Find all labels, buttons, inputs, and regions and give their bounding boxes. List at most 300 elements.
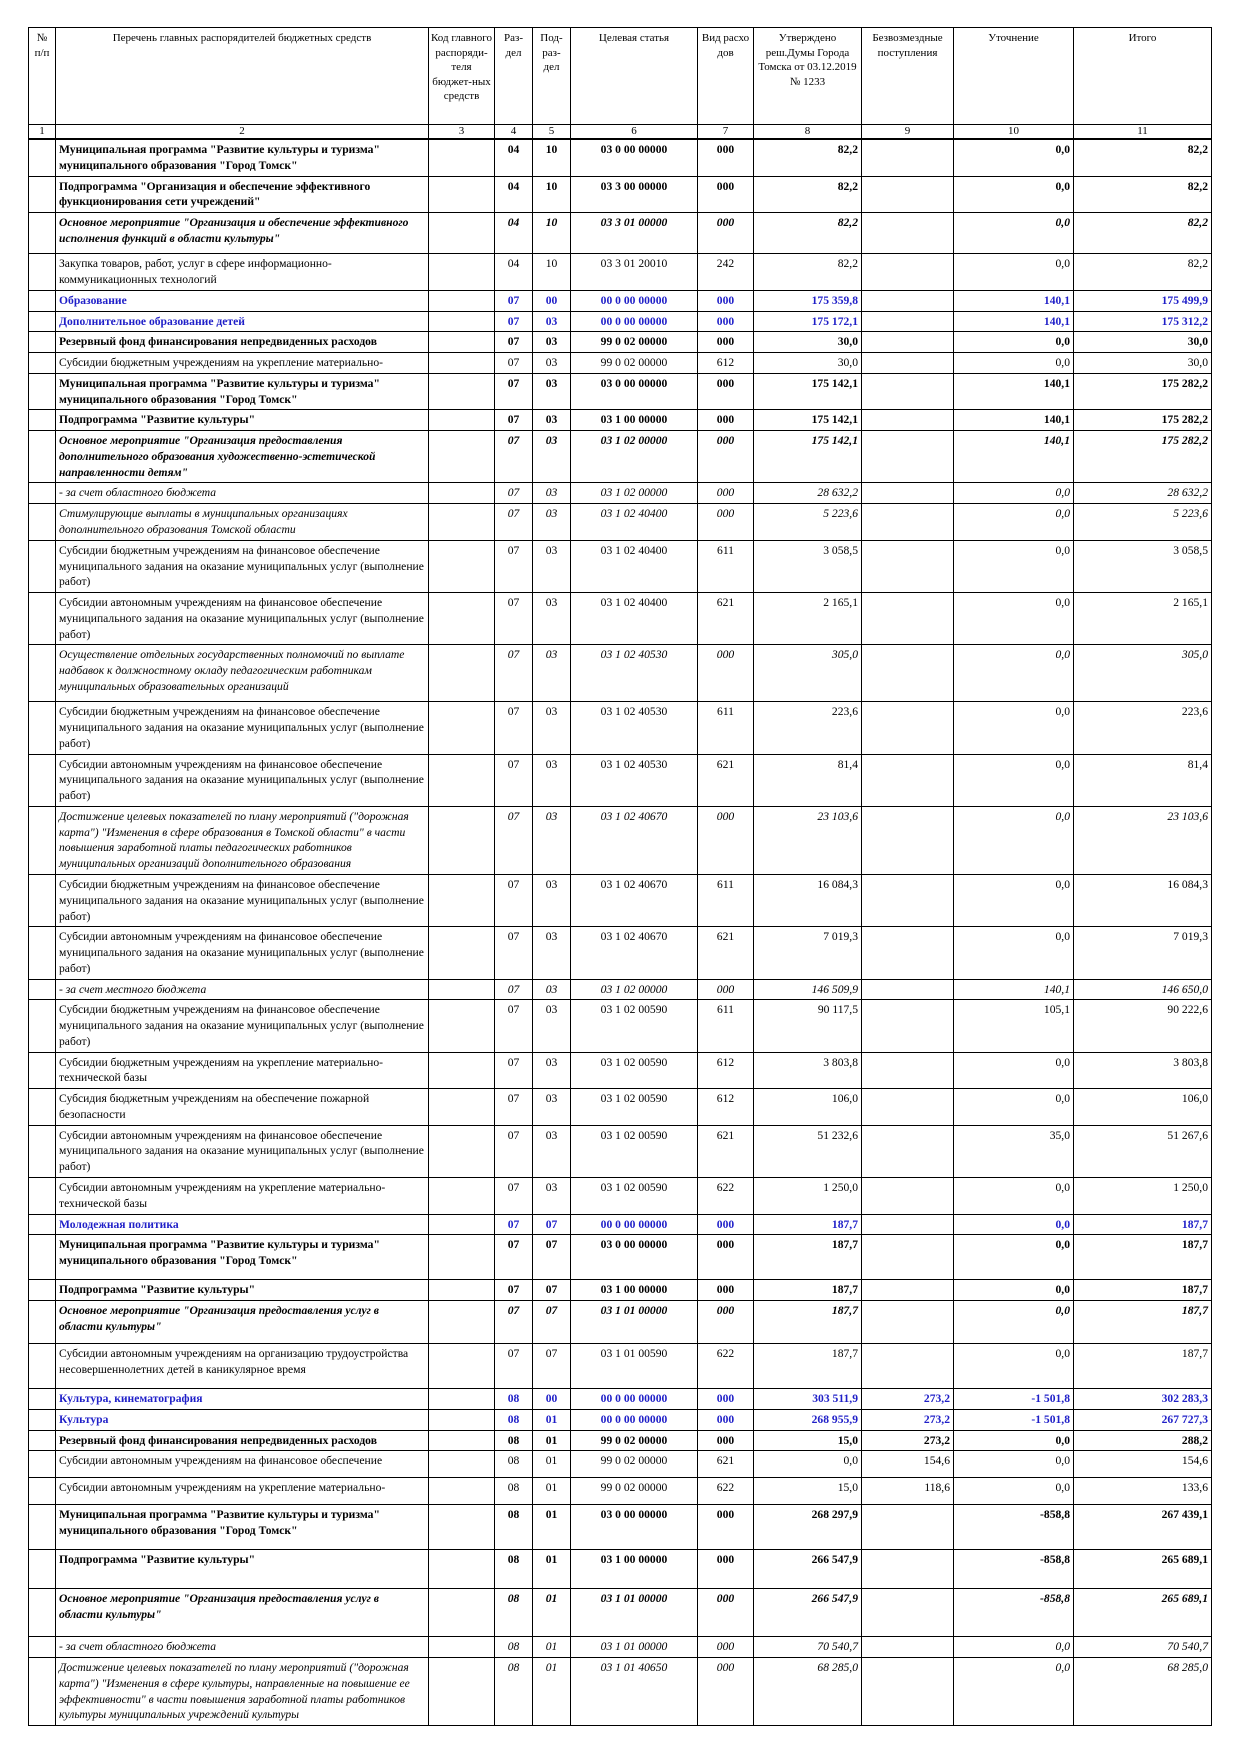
row-admin-code-cell — [429, 504, 495, 541]
row-target-item-cell: 00 0 00 00000 — [571, 1409, 698, 1430]
row-approved-cell: 187,7 — [754, 1301, 862, 1344]
row-grants-cell — [862, 1125, 954, 1177]
row-admin-code-cell — [429, 1409, 495, 1430]
row-approved-cell: 68 285,0 — [754, 1658, 862, 1726]
row-subsection-cell: 01 — [533, 1451, 571, 1478]
row-adjustment-cell: 140,1 — [954, 373, 1074, 410]
row-grants-cell — [862, 373, 954, 410]
row-approved-cell: 15,0 — [754, 1478, 862, 1505]
row-adjustment-cell: 0,0 — [954, 1637, 1074, 1658]
row-name-cell: Резервный фонд финансирования непредвиденных расходов — [56, 1430, 429, 1451]
table-row — [29, 1658, 1212, 1726]
row-subsection-cell: 01 — [533, 1409, 571, 1430]
row-subsection-cell: 03 — [533, 645, 571, 702]
row-adjustment-cell: 140,1 — [954, 311, 1074, 332]
row-total-cell: 187,7 — [1074, 1235, 1212, 1280]
row-expense-type-cell: 000 — [698, 373, 754, 410]
row-admin-code-cell — [429, 1125, 495, 1177]
row-target-item-cell: 03 1 02 40400 — [571, 504, 698, 541]
table-row — [29, 1409, 1212, 1430]
row-admin-code-cell — [429, 213, 495, 254]
row-expense-type-cell: 621 — [698, 1125, 754, 1177]
row-number-cell — [29, 1235, 56, 1280]
row-approved-cell: 175 142,1 — [754, 373, 862, 410]
row-total-cell: 82,2 — [1074, 254, 1212, 291]
header-section: Раз-дел — [495, 28, 533, 125]
row-grants-cell — [862, 1052, 954, 1089]
row-subsection-cell: 01 — [533, 1430, 571, 1451]
row-grants-cell — [862, 353, 954, 374]
row-approved-cell: 175 172,1 — [754, 311, 862, 332]
row-subsection-cell: 10 — [533, 213, 571, 254]
row-number-cell — [29, 1409, 56, 1430]
row-subsection-cell: 00 — [533, 1389, 571, 1410]
row-grants-cell — [862, 1280, 954, 1301]
row-grants-cell — [862, 927, 954, 979]
row-section-cell: 07 — [495, 1301, 533, 1344]
row-approved-cell: 2 165,1 — [754, 593, 862, 645]
row-total-cell: 302 283,3 — [1074, 1389, 1212, 1410]
row-target-item-cell: 03 3 01 20010 — [571, 254, 698, 291]
row-target-item-cell: 03 1 02 40530 — [571, 754, 698, 806]
row-target-item-cell: 03 3 00 00000 — [571, 176, 698, 213]
row-target-item-cell: 00 0 00 00000 — [571, 290, 698, 311]
row-subsection-cell: 07 — [533, 1280, 571, 1301]
row-admin-code-cell — [429, 1430, 495, 1451]
row-name-cell: Подпрограмма "Развитие культуры" — [56, 1280, 429, 1301]
table-row — [29, 1280, 1212, 1301]
row-expense-type-cell: 000 — [698, 504, 754, 541]
row-expense-type-cell: 000 — [698, 483, 754, 504]
row-grants-cell: 154,6 — [862, 1451, 954, 1478]
row-target-item-cell: 03 1 02 00590 — [571, 1178, 698, 1215]
row-grants-cell — [862, 1550, 954, 1589]
row-target-item-cell: 99 0 02 00000 — [571, 1478, 698, 1505]
row-name-cell: Муниципальная программа "Развитие культуры и туризма" муниципального образования "Город Томск" — [56, 1505, 429, 1550]
row-total-cell: 82,2 — [1074, 213, 1212, 254]
row-admin-code-cell — [429, 702, 495, 754]
row-adjustment-cell: 140,1 — [954, 979, 1074, 1000]
row-admin-code-cell — [429, 540, 495, 592]
table-row — [29, 645, 1212, 702]
row-total-cell: 265 689,1 — [1074, 1550, 1212, 1589]
row-admin-code-cell — [429, 311, 495, 332]
row-target-item-cell: 03 1 02 40400 — [571, 540, 698, 592]
row-section-cell: 07 — [495, 1235, 533, 1280]
row-name-cell: Подпрограмма "Развитие культуры" — [56, 1550, 429, 1589]
table-row — [29, 1089, 1212, 1126]
row-section-cell: 07 — [495, 702, 533, 754]
row-section-cell: 07 — [495, 593, 533, 645]
row-name-cell: - за счет местного бюджета — [56, 979, 429, 1000]
row-total-cell: 23 103,6 — [1074, 806, 1212, 874]
row-subsection-cell: 07 — [533, 1301, 571, 1344]
row-target-item-cell: 03 1 00 00000 — [571, 1280, 698, 1301]
row-name-cell: Достижение целевых показателей по плану мероприятий ("дорожная карта") "Изменения в сфере культуры, направленные на повышение ее эффективности" в части повышения заработной платы работников культуры муниципальных учреждений культуры — [56, 1658, 429, 1726]
row-subsection-cell: 00 — [533, 290, 571, 311]
row-grants-cell — [862, 1178, 954, 1215]
row-target-item-cell: 03 1 02 00590 — [571, 1125, 698, 1177]
row-total-cell: 146 650,0 — [1074, 979, 1212, 1000]
row-adjustment-cell: 0,0 — [954, 1178, 1074, 1215]
row-expense-type-cell: 612 — [698, 353, 754, 374]
table-header — [29, 28, 1212, 140]
row-grants-cell — [862, 1589, 954, 1637]
row-total-cell: 223,6 — [1074, 702, 1212, 754]
row-target-item-cell: 03 1 02 00000 — [571, 431, 698, 483]
row-section-cell: 07 — [495, 1214, 533, 1235]
row-admin-code-cell — [429, 353, 495, 374]
row-subsection-cell: 10 — [533, 139, 571, 176]
row-approved-cell: 90 117,5 — [754, 1000, 862, 1052]
row-subsection-cell: 03 — [533, 702, 571, 754]
row-target-item-cell: 03 0 00 00000 — [571, 139, 698, 176]
row-adjustment-cell: 0,0 — [954, 332, 1074, 353]
row-admin-code-cell — [429, 139, 495, 176]
row-expense-type-cell: 611 — [698, 874, 754, 926]
row-adjustment-cell: 140,1 — [954, 410, 1074, 431]
column-number: 3 — [429, 125, 495, 140]
row-target-item-cell: 99 0 02 00000 — [571, 1430, 698, 1451]
row-target-item-cell: 03 1 01 00000 — [571, 1589, 698, 1637]
header-grants: Безвозмездные поступления — [862, 28, 954, 125]
row-subsection-cell: 03 — [533, 332, 571, 353]
row-admin-code-cell — [429, 1344, 495, 1389]
row-adjustment-cell: 0,0 — [954, 176, 1074, 213]
row-subsection-cell: 07 — [533, 1235, 571, 1280]
row-total-cell: 305,0 — [1074, 645, 1212, 702]
row-number-cell — [29, 702, 56, 754]
row-total-cell: 28 632,2 — [1074, 483, 1212, 504]
row-target-item-cell: 03 1 00 00000 — [571, 1550, 698, 1589]
row-section-cell: 07 — [495, 410, 533, 431]
row-target-item-cell: 03 1 02 00590 — [571, 1000, 698, 1052]
row-grants-cell — [862, 1000, 954, 1052]
row-number-cell — [29, 1637, 56, 1658]
row-expense-type-cell: 000 — [698, 139, 754, 176]
row-approved-cell: 3 803,8 — [754, 1052, 862, 1089]
row-number-cell — [29, 213, 56, 254]
row-expense-type-cell: 000 — [698, 1637, 754, 1658]
table-row — [29, 1478, 1212, 1505]
row-total-cell: 1 250,0 — [1074, 1178, 1212, 1215]
row-admin-code-cell — [429, 1658, 495, 1726]
table-row — [29, 483, 1212, 504]
row-number-cell — [29, 1478, 56, 1505]
row-approved-cell: 146 509,9 — [754, 979, 862, 1000]
row-subsection-cell: 03 — [533, 874, 571, 926]
row-total-cell: 187,7 — [1074, 1301, 1212, 1344]
row-admin-code-cell — [429, 1550, 495, 1589]
row-expense-type-cell: 000 — [698, 1280, 754, 1301]
row-grants-cell — [862, 806, 954, 874]
row-total-cell: 187,7 — [1074, 1344, 1212, 1389]
row-total-cell: 2 165,1 — [1074, 593, 1212, 645]
row-adjustment-cell: 0,0 — [954, 1089, 1074, 1126]
row-subsection-cell: 03 — [533, 540, 571, 592]
row-subsection-cell: 03 — [533, 373, 571, 410]
row-section-cell: 04 — [495, 254, 533, 291]
row-name-cell: Субсидии бюджетным учреждениям на финансовое обеспечение муниципального задания на оказание муниципальных услуг (выполнение работ) — [56, 1000, 429, 1052]
row-name-cell: Основное мероприятие "Организация предоставления дополнительного образования художественно-эстетической направленности детям" — [56, 431, 429, 483]
row-section-cell: 08 — [495, 1389, 533, 1410]
row-subsection-cell: 01 — [533, 1637, 571, 1658]
column-number: 7 — [698, 125, 754, 140]
row-adjustment-cell: 0,0 — [954, 483, 1074, 504]
row-total-cell: 70 540,7 — [1074, 1637, 1212, 1658]
row-total-cell: 106,0 — [1074, 1089, 1212, 1126]
row-name-cell: Культура — [56, 1409, 429, 1430]
row-grants-cell — [862, 311, 954, 332]
row-approved-cell: 70 540,7 — [754, 1637, 862, 1658]
row-target-item-cell: 03 1 01 00000 — [571, 1301, 698, 1344]
table-row — [29, 1052, 1212, 1089]
row-adjustment-cell: 0,0 — [954, 1235, 1074, 1280]
row-section-cell: 07 — [495, 431, 533, 483]
row-section-cell: 07 — [495, 927, 533, 979]
row-section-cell: 04 — [495, 176, 533, 213]
row-target-item-cell: 03 0 00 00000 — [571, 1235, 698, 1280]
row-target-item-cell: 03 1 02 40670 — [571, 806, 698, 874]
row-expense-type-cell: 621 — [698, 593, 754, 645]
row-section-cell: 07 — [495, 1125, 533, 1177]
row-admin-code-cell — [429, 431, 495, 483]
budget-table — [28, 27, 1212, 1726]
row-subsection-cell: 03 — [533, 1089, 571, 1126]
row-number-cell — [29, 1089, 56, 1126]
row-admin-code-cell — [429, 1389, 495, 1410]
row-approved-cell: 175 359,8 — [754, 290, 862, 311]
row-adjustment-cell: 0,0 — [954, 213, 1074, 254]
row-adjustment-cell: 0,0 — [954, 1214, 1074, 1235]
row-total-cell: 30,0 — [1074, 332, 1212, 353]
row-section-cell: 08 — [495, 1505, 533, 1550]
row-total-cell: 16 084,3 — [1074, 874, 1212, 926]
row-name-cell: Субсидия бюджетным учреждениям на обеспечение пожарной безопасности — [56, 1089, 429, 1126]
column-number: 6 — [571, 125, 698, 140]
table-row — [29, 139, 1212, 176]
row-section-cell: 07 — [495, 311, 533, 332]
row-target-item-cell: 00 0 00 00000 — [571, 311, 698, 332]
row-adjustment-cell: -858,8 — [954, 1505, 1074, 1550]
row-subsection-cell: 01 — [533, 1478, 571, 1505]
row-approved-cell: 15,0 — [754, 1430, 862, 1451]
table-row — [29, 1301, 1212, 1344]
row-admin-code-cell — [429, 483, 495, 504]
row-name-cell: Закупка товаров, работ, услуг в сфере информационно-коммуникационных технологий — [56, 254, 429, 291]
row-target-item-cell: 03 1 01 00000 — [571, 1637, 698, 1658]
row-admin-code-cell — [429, 1052, 495, 1089]
row-total-cell: 68 285,0 — [1074, 1658, 1212, 1726]
row-grants-cell — [862, 483, 954, 504]
row-number-cell — [29, 290, 56, 311]
row-total-cell: 3 058,5 — [1074, 540, 1212, 592]
row-name-cell: - за счет областного бюджета — [56, 483, 429, 504]
row-name-cell: Образование — [56, 290, 429, 311]
row-number-cell — [29, 332, 56, 353]
row-name-cell: Резервный фонд финансирования непредвиденных расходов — [56, 332, 429, 353]
row-expense-type-cell: 612 — [698, 1089, 754, 1126]
row-number-cell — [29, 1000, 56, 1052]
row-name-cell: Муниципальная программа "Развитие культуры и туризма" муниципального образования "Город Томск" — [56, 1235, 429, 1280]
row-subsection-cell: 03 — [533, 1125, 571, 1177]
row-section-cell: 07 — [495, 540, 533, 592]
row-section-cell: 08 — [495, 1409, 533, 1430]
row-name-cell: Осуществление отдельных государственных полномочий по выплате надбавок к должностному окладу педагогическим работникам муниципальных образовательных организаций — [56, 645, 429, 702]
row-admin-code-cell — [429, 593, 495, 645]
table-row — [29, 1214, 1212, 1235]
row-section-cell: 07 — [495, 645, 533, 702]
table-body — [29, 139, 1212, 1726]
row-section-cell: 08 — [495, 1451, 533, 1478]
row-section-cell: 07 — [495, 754, 533, 806]
row-target-item-cell: 03 1 02 40530 — [571, 645, 698, 702]
table-row — [29, 1430, 1212, 1451]
row-target-item-cell: 03 1 01 00590 — [571, 1344, 698, 1389]
row-expense-type-cell: 622 — [698, 1344, 754, 1389]
row-adjustment-cell: 0,0 — [954, 1430, 1074, 1451]
row-subsection-cell: 03 — [533, 483, 571, 504]
table-row — [29, 213, 1212, 254]
row-approved-cell: 187,7 — [754, 1280, 862, 1301]
row-number-cell — [29, 483, 56, 504]
table-row — [29, 1235, 1212, 1280]
row-approved-cell: 82,2 — [754, 213, 862, 254]
row-number-cell — [29, 1214, 56, 1235]
row-approved-cell: 187,7 — [754, 1214, 862, 1235]
row-admin-code-cell — [429, 874, 495, 926]
row-total-cell: 30,0 — [1074, 353, 1212, 374]
column-number: 1 — [29, 125, 56, 140]
row-adjustment-cell: 0,0 — [954, 874, 1074, 926]
row-name-cell: Достижение целевых показателей по плану мероприятий ("дорожная карта") "Изменения в сфере образования в Томской области" в части повышения заработной платы педагогических работников муниципальных организаций дополнительного образования — [56, 806, 429, 874]
row-section-cell: 07 — [495, 1344, 533, 1389]
row-admin-code-cell — [429, 1280, 495, 1301]
row-expense-type-cell: 000 — [698, 1389, 754, 1410]
row-admin-code-cell — [429, 1589, 495, 1637]
row-number-cell — [29, 1589, 56, 1637]
row-admin-code-cell — [429, 290, 495, 311]
row-admin-code-cell — [429, 332, 495, 353]
row-expense-type-cell: 000 — [698, 410, 754, 431]
row-approved-cell: 16 084,3 — [754, 874, 862, 926]
row-number-cell — [29, 1178, 56, 1215]
row-approved-cell: 305,0 — [754, 645, 862, 702]
row-subsection-cell: 03 — [533, 979, 571, 1000]
row-name-cell: Подпрограмма "Развитие культуры" — [56, 410, 429, 431]
row-target-item-cell: 03 1 02 00000 — [571, 483, 698, 504]
table-row — [29, 504, 1212, 541]
row-number-cell — [29, 1505, 56, 1550]
row-section-cell: 07 — [495, 979, 533, 1000]
row-approved-cell: 81,4 — [754, 754, 862, 806]
row-total-cell: 187,7 — [1074, 1280, 1212, 1301]
row-admin-code-cell — [429, 1178, 495, 1215]
row-expense-type-cell: 000 — [698, 176, 754, 213]
table-row — [29, 1178, 1212, 1215]
row-approved-cell: 268 297,9 — [754, 1505, 862, 1550]
row-grants-cell — [862, 540, 954, 592]
row-section-cell: 07 — [495, 1089, 533, 1126]
row-approved-cell: 266 547,9 — [754, 1550, 862, 1589]
header-approved: Утверждено реш.Думы Города Томска от 03.12.2019 № 1233 — [754, 28, 862, 125]
row-number-cell — [29, 1052, 56, 1089]
row-approved-cell: 266 547,9 — [754, 1589, 862, 1637]
row-grants-cell — [862, 290, 954, 311]
header-name: Перечень главных распорядителей бюджетных средств — [56, 28, 429, 125]
row-approved-cell: 5 223,6 — [754, 504, 862, 541]
row-grants-cell — [862, 410, 954, 431]
row-expense-type-cell: 622 — [698, 1478, 754, 1505]
row-grants-cell — [862, 1089, 954, 1126]
row-expense-type-cell: 000 — [698, 806, 754, 874]
row-number-cell — [29, 1658, 56, 1726]
row-approved-cell: 3 058,5 — [754, 540, 862, 592]
row-name-cell: Стимулирующие выплаты в муниципальных организациях дополнительного образования Томской области — [56, 504, 429, 541]
row-admin-code-cell — [429, 1637, 495, 1658]
row-section-cell: 07 — [495, 353, 533, 374]
row-total-cell: 267 727,3 — [1074, 1409, 1212, 1430]
row-grants-cell — [862, 593, 954, 645]
row-number-cell — [29, 254, 56, 291]
row-number-cell — [29, 353, 56, 374]
row-name-cell: Основное мероприятие "Организация предоставления услуг в области культуры" — [56, 1301, 429, 1344]
row-grants-cell: 273,2 — [862, 1389, 954, 1410]
row-subsection-cell: 03 — [533, 1178, 571, 1215]
row-adjustment-cell: 140,1 — [954, 431, 1074, 483]
row-approved-cell: 28 632,2 — [754, 483, 862, 504]
row-subsection-cell: 03 — [533, 311, 571, 332]
row-adjustment-cell: 0,0 — [954, 1658, 1074, 1726]
row-expense-type-cell: 000 — [698, 1658, 754, 1726]
table-row — [29, 1589, 1212, 1637]
row-grants-cell — [862, 754, 954, 806]
table-row — [29, 754, 1212, 806]
table-row — [29, 702, 1212, 754]
row-total-cell: 82,2 — [1074, 139, 1212, 176]
row-adjustment-cell: 0,0 — [954, 1344, 1074, 1389]
row-section-cell: 07 — [495, 874, 533, 926]
row-name-cell: Субсидии автономным учреждениям на финансовое обеспечение муниципального задания на оказание муниципальных услуг (выполнение работ) — [56, 754, 429, 806]
row-adjustment-cell: 35,0 — [954, 1125, 1074, 1177]
row-adjustment-cell: 140,1 — [954, 290, 1074, 311]
row-expense-type-cell: 000 — [698, 1235, 754, 1280]
row-expense-type-cell: 000 — [698, 979, 754, 1000]
table-row — [29, 1637, 1212, 1658]
row-approved-cell: 23 103,6 — [754, 806, 862, 874]
row-admin-code-cell — [429, 1089, 495, 1126]
row-admin-code-cell — [429, 979, 495, 1000]
row-admin-code-cell — [429, 176, 495, 213]
row-subsection-cell: 03 — [533, 353, 571, 374]
row-target-item-cell: 99 0 02 00000 — [571, 353, 698, 374]
row-number-cell — [29, 874, 56, 926]
row-number-cell — [29, 1451, 56, 1478]
row-subsection-cell: 03 — [533, 1052, 571, 1089]
row-number-cell — [29, 540, 56, 592]
row-grants-cell — [862, 1344, 954, 1389]
row-section-cell: 07 — [495, 1178, 533, 1215]
table-row — [29, 332, 1212, 353]
row-section-cell: 07 — [495, 504, 533, 541]
row-expense-type-cell: 000 — [698, 1214, 754, 1235]
row-adjustment-cell: 0,0 — [954, 1301, 1074, 1344]
row-name-cell: Субсидии автономным учреждениям на финансовое обеспечение муниципального задания на оказание муниципальных услуг (выполнение работ) — [56, 927, 429, 979]
row-subsection-cell: 07 — [533, 1214, 571, 1235]
table-row — [29, 979, 1212, 1000]
table-row — [29, 410, 1212, 431]
row-target-item-cell: 03 3 01 00000 — [571, 213, 698, 254]
